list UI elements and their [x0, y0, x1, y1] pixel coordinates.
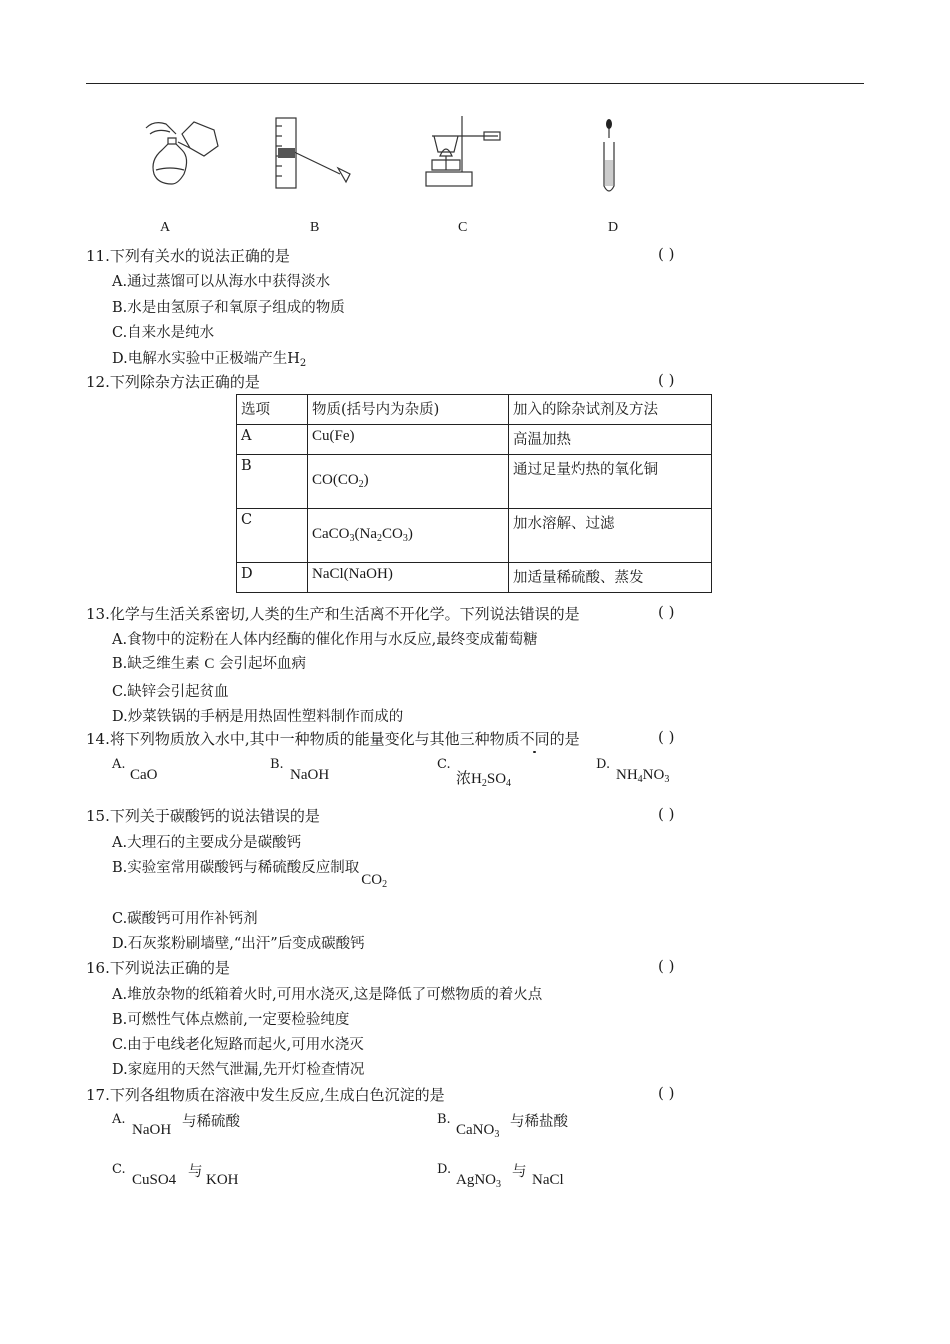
header-rule [86, 83, 864, 84]
table-header-option: 选项 [237, 395, 308, 425]
question-17-label-a: A. [112, 1112, 126, 1127]
table-row [237, 509, 712, 563]
figure-a-pouring-alcohol-lamp [132, 112, 222, 192]
question-13-option-b: B.缺乏维生素 C 会引起坏血病 [112, 656, 306, 672]
question-16-option-c: C.由于电线老化短路而起火,可用水浇灭 [112, 1037, 364, 1053]
question-14-label-c: C. [437, 757, 451, 772]
table-cell-option: B [237, 455, 308, 509]
question-16-option-d: D.家庭用的天然气泄漏,先开灯检查情况 [112, 1062, 365, 1078]
question-13-stem: 13.化学与生活关系密切,人类的生产和生活离不开化学。下列说法错误的是 [86, 605, 580, 623]
question-15-option-d: D.石灰浆粉刷墙壁,“出汗”后变成碳酸钙 [112, 936, 365, 952]
question-13-option-c: C.缺锌会引起贫血 [112, 684, 229, 700]
figure-label-c: C [458, 220, 468, 235]
figure-label-b: B [310, 220, 320, 235]
figure-label-d: D [608, 220, 619, 235]
question-11-option-d: D.电解水实验中正极端产生$H_2$ [112, 351, 307, 369]
question-13-answer-blank: ( ) [658, 603, 675, 621]
question-17-text-a: 与稀硫酸 [182, 1114, 240, 1130]
question-12-answer-blank: ( ) [658, 371, 675, 389]
question-14-answer-blank: ( ) [658, 728, 675, 746]
question-16-option-a: A.堆放杂物的纸箱着火时,可用水浇灭,这是降低了可燃物质的着火点 [112, 987, 543, 1003]
table-row [237, 425, 712, 455]
table-cell-method: 加水溶解、过滤 [509, 509, 712, 563]
question-14-value-d: $NH_4NO_3$ [616, 767, 670, 785]
question-11-stem: 11.下列有关水的说法正确的是 [86, 247, 290, 265]
question-16-stem: 16.下列说法正确的是 [86, 959, 230, 977]
question-17-value-c: CuSO4 [132, 1172, 177, 1188]
table-cell-substance: $CaCO_3(Na_2CO_3)$ [308, 509, 509, 563]
question-14-label-d: D. [596, 757, 611, 772]
question-15-option-c: C.碳酸钙可用作补钙剂 [112, 911, 258, 927]
table-cell-method: 加适量稀硫酸、蒸发 [509, 563, 712, 593]
question-16-option-b: B.可燃性气体点燃前,一定要检验纯度 [112, 1012, 350, 1028]
question-17-text-c: 与 [188, 1164, 203, 1180]
question-17-value-d2: NaCl [532, 1172, 564, 1188]
figure-d-dropper-test-tube [596, 112, 626, 202]
question-11-option-c: C.自来水是纯水 [112, 325, 215, 341]
figure-c-heating-apparatus [418, 112, 513, 192]
table-cell-substance: NaCl(NaOH) [308, 563, 509, 593]
question-17-text-d: 与 [512, 1164, 527, 1180]
table-cell-option: C [237, 509, 308, 563]
question-17-label-b: B. [437, 1112, 451, 1127]
question-17-answer-blank: ( ) [658, 1084, 675, 1102]
question-17-label-d: D. [437, 1162, 452, 1177]
question-17-value-d: AgNO$_3$ [456, 1172, 501, 1190]
question-16-answer-blank: ( ) [658, 957, 675, 975]
table-row [237, 455, 712, 509]
figure-label-a: A [160, 220, 171, 235]
question-12-stem: 12.下列除杂方法正确的是 [86, 373, 260, 391]
question-15-option-b: B.实验室常用碳酸钙与稀硫酸反应制取$CO_2$ [112, 860, 388, 890]
question-12-table [236, 394, 712, 593]
question-14-label-a: A. [112, 757, 126, 772]
question-17-stem: 17.下列各组物质在溶液中发生反应,生成白色沉淀的是 [86, 1086, 445, 1104]
question-14-label-b: B. [270, 757, 284, 772]
question-13-option-a: A.食物中的淀粉在人体内经酶的催化作用与水反应,最终变成葡萄糖 [112, 632, 538, 648]
table-cell-method: 高温加热 [509, 425, 712, 455]
question-15-option-a: A.大理石的主要成分是碳酸钙 [112, 835, 302, 851]
figure-b-graduated-cylinder [268, 112, 363, 192]
table-header-method: 加入的除杂试剂及方法 [509, 395, 712, 425]
question-15-stem: 15.下列关于碳酸钙的说法错误的是 [86, 807, 320, 825]
table-cell-method: 通过足量灼热的氧化铜 [509, 455, 712, 509]
question-14-value-b: NaOH [290, 767, 330, 783]
table-cell-substance: Cu(Fe) [308, 425, 509, 455]
table-header-substance: 物质(括号内为杂质) [308, 395, 509, 425]
question-14-value-a: CaO [130, 767, 158, 783]
table-cell-substance: $CO(CO_2)$ [308, 455, 509, 509]
table-cell-option: A [237, 425, 308, 455]
question-17-value-a: NaOH [132, 1122, 172, 1138]
question-13-option-d: D.炒菜铁锅的手柄是用热固性塑料制作而成的 [112, 709, 404, 725]
question-11-answer-blank: ( ) [658, 245, 675, 263]
question-11-option-a: A.通过蒸馏可以从海水中获得淡水 [112, 274, 331, 290]
question-17-value-b: CaNO$_3$ [456, 1122, 500, 1140]
question-17-label-c: C. [112, 1162, 126, 1177]
question-14-stem: 14.将下列物质放入水中,其中一种物质的能量变化与其他三种物质不同的是 [86, 730, 580, 748]
question-15-answer-blank: ( ) [658, 805, 675, 823]
table-cell-option: D [237, 563, 308, 593]
question-17-value-c2: KOH [206, 1172, 239, 1188]
question-17-text-b: 与稀盐酸 [510, 1114, 568, 1130]
table-row [237, 563, 712, 593]
question-14-value-c: 浓$H_2SO_4$ [456, 771, 512, 789]
question-11-option-b: B.水是由氢原子和氧原子组成的物质 [112, 300, 345, 316]
